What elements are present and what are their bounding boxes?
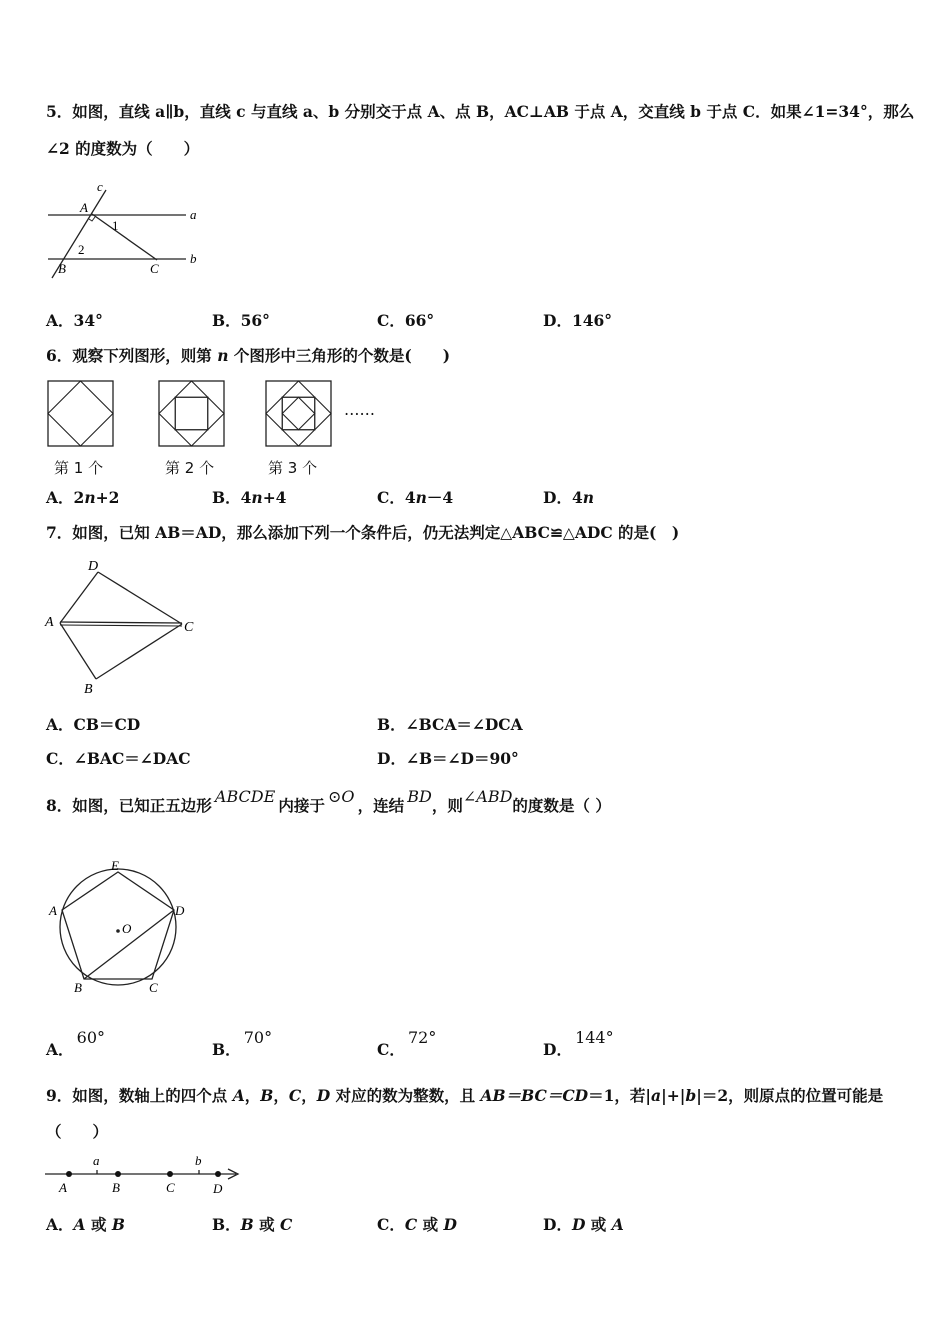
q5-stem-line2: ∠2 的度数为（ ） <box>46 139 200 158</box>
q9-stem-line1: 9．如图，数轴上的四个点 A，B，C，D 对应的数为整数，且 AB＝BC＝CD＝1，若|a|+|b|＝2，则原点的位置可能是 <box>46 1086 884 1105</box>
label-B: B <box>112 1180 120 1195</box>
q8-option-a[interactable]: A． 60° <box>46 1028 105 1059</box>
label-a: a <box>93 1153 100 1168</box>
q8-figure <box>45 855 195 995</box>
label-B: B <box>58 261 66 276</box>
label-2: 2 <box>78 242 85 257</box>
q6-caption-3: 第 3 个 <box>268 459 318 477</box>
label-D: D <box>213 1181 223 1196</box>
label-b: b <box>195 1153 202 1168</box>
q9-stem-line2: （ ） <box>46 1122 109 1141</box>
label-C: C <box>166 1180 175 1195</box>
label-C: C <box>184 620 194 635</box>
label-D: D <box>88 559 99 574</box>
label-1: 1 <box>112 218 119 233</box>
q7-option-b[interactable]: B．∠BCA＝∠DCA <box>377 715 523 734</box>
q5-option-d[interactable]: D．146° <box>543 311 613 330</box>
label-A: A <box>59 1180 67 1195</box>
q7-option-d[interactable]: D．∠B＝∠D＝90° <box>377 749 519 768</box>
q6-option-a[interactable]: A．2n+2 <box>46 488 120 507</box>
label-E: E <box>111 858 119 873</box>
q6-option-b[interactable]: B．4n+4 <box>212 488 287 507</box>
q6-caption-1: 第 1 个 <box>54 459 104 477</box>
q7-stem: 7．如图，已知 AB＝AD，那么添加下列一个条件后，仍无法判定△ABC≌△ADC 的是( ) <box>46 523 680 542</box>
q9-number-line <box>40 1150 250 1200</box>
q7-option-a[interactable]: A．CB＝CD <box>46 715 141 734</box>
label-c: c <box>97 179 103 194</box>
q8-option-d[interactable]: D． 144° <box>543 1028 614 1059</box>
label-B: B <box>84 682 93 697</box>
q5-option-b[interactable]: B．56° <box>212 311 270 330</box>
q7-figure <box>40 555 210 700</box>
q7-option-c[interactable]: C．∠BAC＝∠DAC <box>46 749 191 768</box>
q6-option-d[interactable]: D．4n <box>543 488 595 507</box>
segment-ac <box>92 214 157 260</box>
q8-stem: 8．如图，已知正五边形 ABCDE 内接于 ⊙O ，连结 BD，则∠ABD的度数是（ ） <box>46 787 611 815</box>
q8-option-b[interactable]: B． 70° <box>212 1028 273 1059</box>
q5-option-a[interactable]: A．34° <box>46 311 103 330</box>
label-D: D <box>175 903 185 918</box>
q9-option-c[interactable]: C．C 或 D <box>377 1215 457 1234</box>
q9-option-a[interactable]: A．A 或 B <box>46 1215 125 1234</box>
q9-option-d[interactable]: D．D 或 A <box>543 1215 624 1234</box>
q5-stem-line1: 5．如图，直线 a∥b，直线 c 与直线 a、b 分别交于点 A、点 B，AC⊥AB 于点 A，交直线 b 于点 C．如果∠1=34°，那么 <box>46 102 915 121</box>
q5-option-c[interactable]: C．66° <box>377 311 435 330</box>
label-A: A <box>45 615 54 630</box>
label-a: a <box>190 207 197 222</box>
label-B: B <box>74 980 82 995</box>
q5-figure <box>40 180 210 280</box>
label-A: A <box>80 200 88 215</box>
q9-option-b[interactable]: B．B 或 C <box>212 1215 293 1234</box>
label-C: C <box>150 261 159 276</box>
label-C: C <box>149 980 158 995</box>
q6-figure-3 <box>265 380 333 448</box>
q6-figure-1 <box>47 380 115 448</box>
q6-ellipsis: …… <box>344 401 375 419</box>
label-A: A <box>49 903 57 918</box>
q6-option-c[interactable]: C．4n－4 <box>377 488 454 507</box>
right-angle-mark <box>89 217 95 221</box>
label-O: O <box>122 921 132 936</box>
q6-caption-2: 第 2 个 <box>165 459 215 477</box>
q6-stem: 6．观察下列图形，则第 n 个图形中三角形的个数是( ) <box>46 346 451 365</box>
label-b: b <box>190 251 197 266</box>
q6-figure-2 <box>158 380 226 448</box>
q8-option-c[interactable]: C． 72° <box>377 1028 437 1059</box>
